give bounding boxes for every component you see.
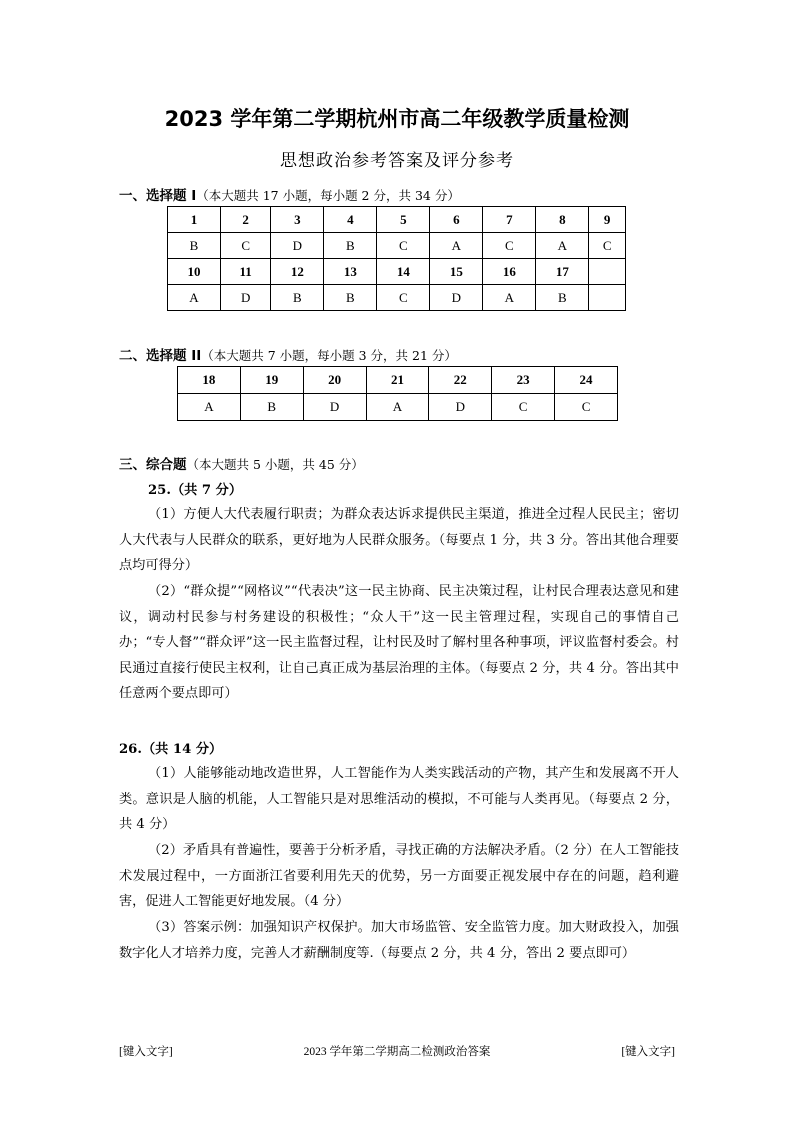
section2-answer-cell: A — [366, 394, 429, 421]
page-subtitle: 思想政治参考答案及评分参考 — [280, 151, 514, 171]
question-25-part1: （1）方便人大代表履行职责；为群众表达诉求提供民主渠道，推进全过程人民民主；密切人大代表与人民群众的联系，更好地为人民群众服务。（每要点 1 分，共 3 分。答出其他合理要点均可得分） — [119, 507, 679, 573]
section1-question-number: 15 — [430, 259, 483, 285]
section2-note: （本大题共 7 小题，每小题 3 分，共 21 分） — [201, 348, 457, 363]
section1-question-number — [589, 259, 626, 285]
section1-answer-cell: A — [430, 233, 483, 259]
section2-question-number: 19 — [240, 367, 303, 394]
section1-answer-cell: B — [271, 285, 324, 311]
section1-number-row — [168, 259, 626, 285]
question-26-part1: （1）人能够能动地改造世界，人工智能作为人类实践活动的产物，其产生和发展离不开人类。意识是人脑的机能，人工智能只是对思维活动的模拟，不可能与人类再见。（每要点 2 分，共 4 分） — [119, 766, 679, 832]
section1-answer-cell: B — [324, 233, 377, 259]
section1-heading-line — [119, 184, 460, 204]
section1-question-number: 12 — [271, 259, 324, 285]
section2-heading-line — [119, 344, 457, 364]
section1-question-number: 14 — [377, 259, 430, 285]
section1-answer-cell: C — [377, 285, 430, 311]
section1-answer-cell: C — [221, 233, 271, 259]
section2-question-number: 24 — [555, 367, 618, 394]
section1-question-number: 4 — [324, 207, 377, 233]
section1-answer-cell: A — [483, 285, 536, 311]
section1-question-number: 8 — [536, 207, 589, 233]
section3-heading-line — [119, 453, 364, 473]
section1-answer-cell: B — [536, 285, 589, 311]
section1-question-number: 10 — [168, 259, 221, 285]
section1-question-number: 2 — [221, 207, 271, 233]
section1-question-number: 5 — [377, 207, 430, 233]
footer-right: [键入文字] — [621, 1046, 675, 1058]
section1-answer-cell — [589, 285, 626, 311]
section2-answer-cell: C — [555, 394, 618, 421]
section1-question-number: 11 — [221, 259, 271, 285]
section2-answer-cell: B — [240, 394, 303, 421]
section1-answer-cell: C — [589, 233, 626, 259]
section1-question-number: 1 — [168, 207, 221, 233]
section1-answer-cell: A — [536, 233, 589, 259]
section2-number-row — [178, 367, 618, 394]
section1-answer-cell: C — [483, 233, 536, 259]
question-26-label: 26.（共 14 分） — [119, 742, 223, 757]
section1-answer-cell: A — [168, 285, 221, 311]
footer-center: 2023 学年第二学期高二检测政治答案 — [303, 1046, 491, 1058]
section1-question-number: 16 — [483, 259, 536, 285]
section1-question-number: 13 — [324, 259, 377, 285]
page-title: 2023 学年第二学期杭州市高二年级教学质量检测 — [164, 107, 630, 131]
section2-question-number: 20 — [303, 367, 366, 394]
section1-answer-cell: D — [271, 233, 324, 259]
section1-answer-cell: D — [430, 285, 483, 311]
section2-answer-cell: D — [303, 394, 366, 421]
question-25-part2: （2）“群众提”“网格议”“代表决”这一民主协商、民主决策过程，让村民合理表达意见和建议，调动村民参与村务建设的积极性；“众人干”这一民主管理过程，实现自己的事情自己办；“专人督”“群众评”这一民主监督过程，让村民及时了解村里各种事项，评议监督村委会。村民通过直接行使民主权利，让自己真正成为基层治理的主体。（每要点 2 分，共 4 分。答出其中任意两个要点即可） — [119, 584, 679, 701]
section1-question-number: 3 — [271, 207, 324, 233]
section1-question-number: 9 — [589, 207, 626, 233]
section1-question-number: 17 — [536, 259, 589, 285]
section2-question-number: 22 — [429, 367, 492, 394]
section1-answer-cell: D — [221, 285, 271, 311]
section1-answer-row — [168, 285, 626, 311]
question-26-part3: （3）答案示例：加强知识产权保护。加大市场监管、安全监管力度。加大财政投入，加强数字化人才培养力度，完善人才薪酬制度等.（每要点 2 分，共 4 分，答出 2 要点即可） — [119, 920, 679, 961]
footer-left: [键入文字] — [119, 1046, 173, 1058]
section3-note: （本大题共 5 小题，共 45 分） — [186, 457, 364, 472]
section2-answer-table — [177, 366, 618, 421]
section3-heading: 三、综合题 — [119, 457, 187, 473]
section1-note: （本大题共 17 小题，每小题 2 分，共 34 分） — [196, 188, 460, 203]
section1-answer-row — [168, 233, 626, 259]
section1-answer-cell: B — [324, 285, 377, 311]
section1-question-number: 7 — [483, 207, 536, 233]
section1-question-number: 6 — [430, 207, 483, 233]
section1-answer-table — [167, 206, 626, 311]
section1-heading: 一、选择题 I — [119, 188, 197, 204]
section1-answer-cell: B — [168, 233, 221, 259]
section2-heading: 二、选择题 II — [119, 348, 202, 364]
section2-answer-cell: A — [178, 394, 241, 421]
section2-answer-cell: D — [429, 394, 492, 421]
section2-answer-cell: C — [492, 394, 555, 421]
section2-answer-row — [178, 394, 618, 421]
section2-question-number: 21 — [366, 367, 429, 394]
question-26-part2: （2）矛盾具有普遍性，要善于分析矛盾，寻找正确的方法解决矛盾。（2 分）在人工智能技术发展过程中，一方面浙江省要利用先天的优势，另一方面要正视发展中存在的问题，趋利避害，促进人工智能更好地发展。（4 分） — [119, 843, 679, 909]
section2-question-number: 23 — [492, 367, 555, 394]
question-25-label: 25.（共 7 分） — [148, 483, 243, 498]
section1-number-row — [168, 207, 626, 233]
section1-answer-cell: C — [377, 233, 430, 259]
section2-question-number: 18 — [178, 367, 241, 394]
